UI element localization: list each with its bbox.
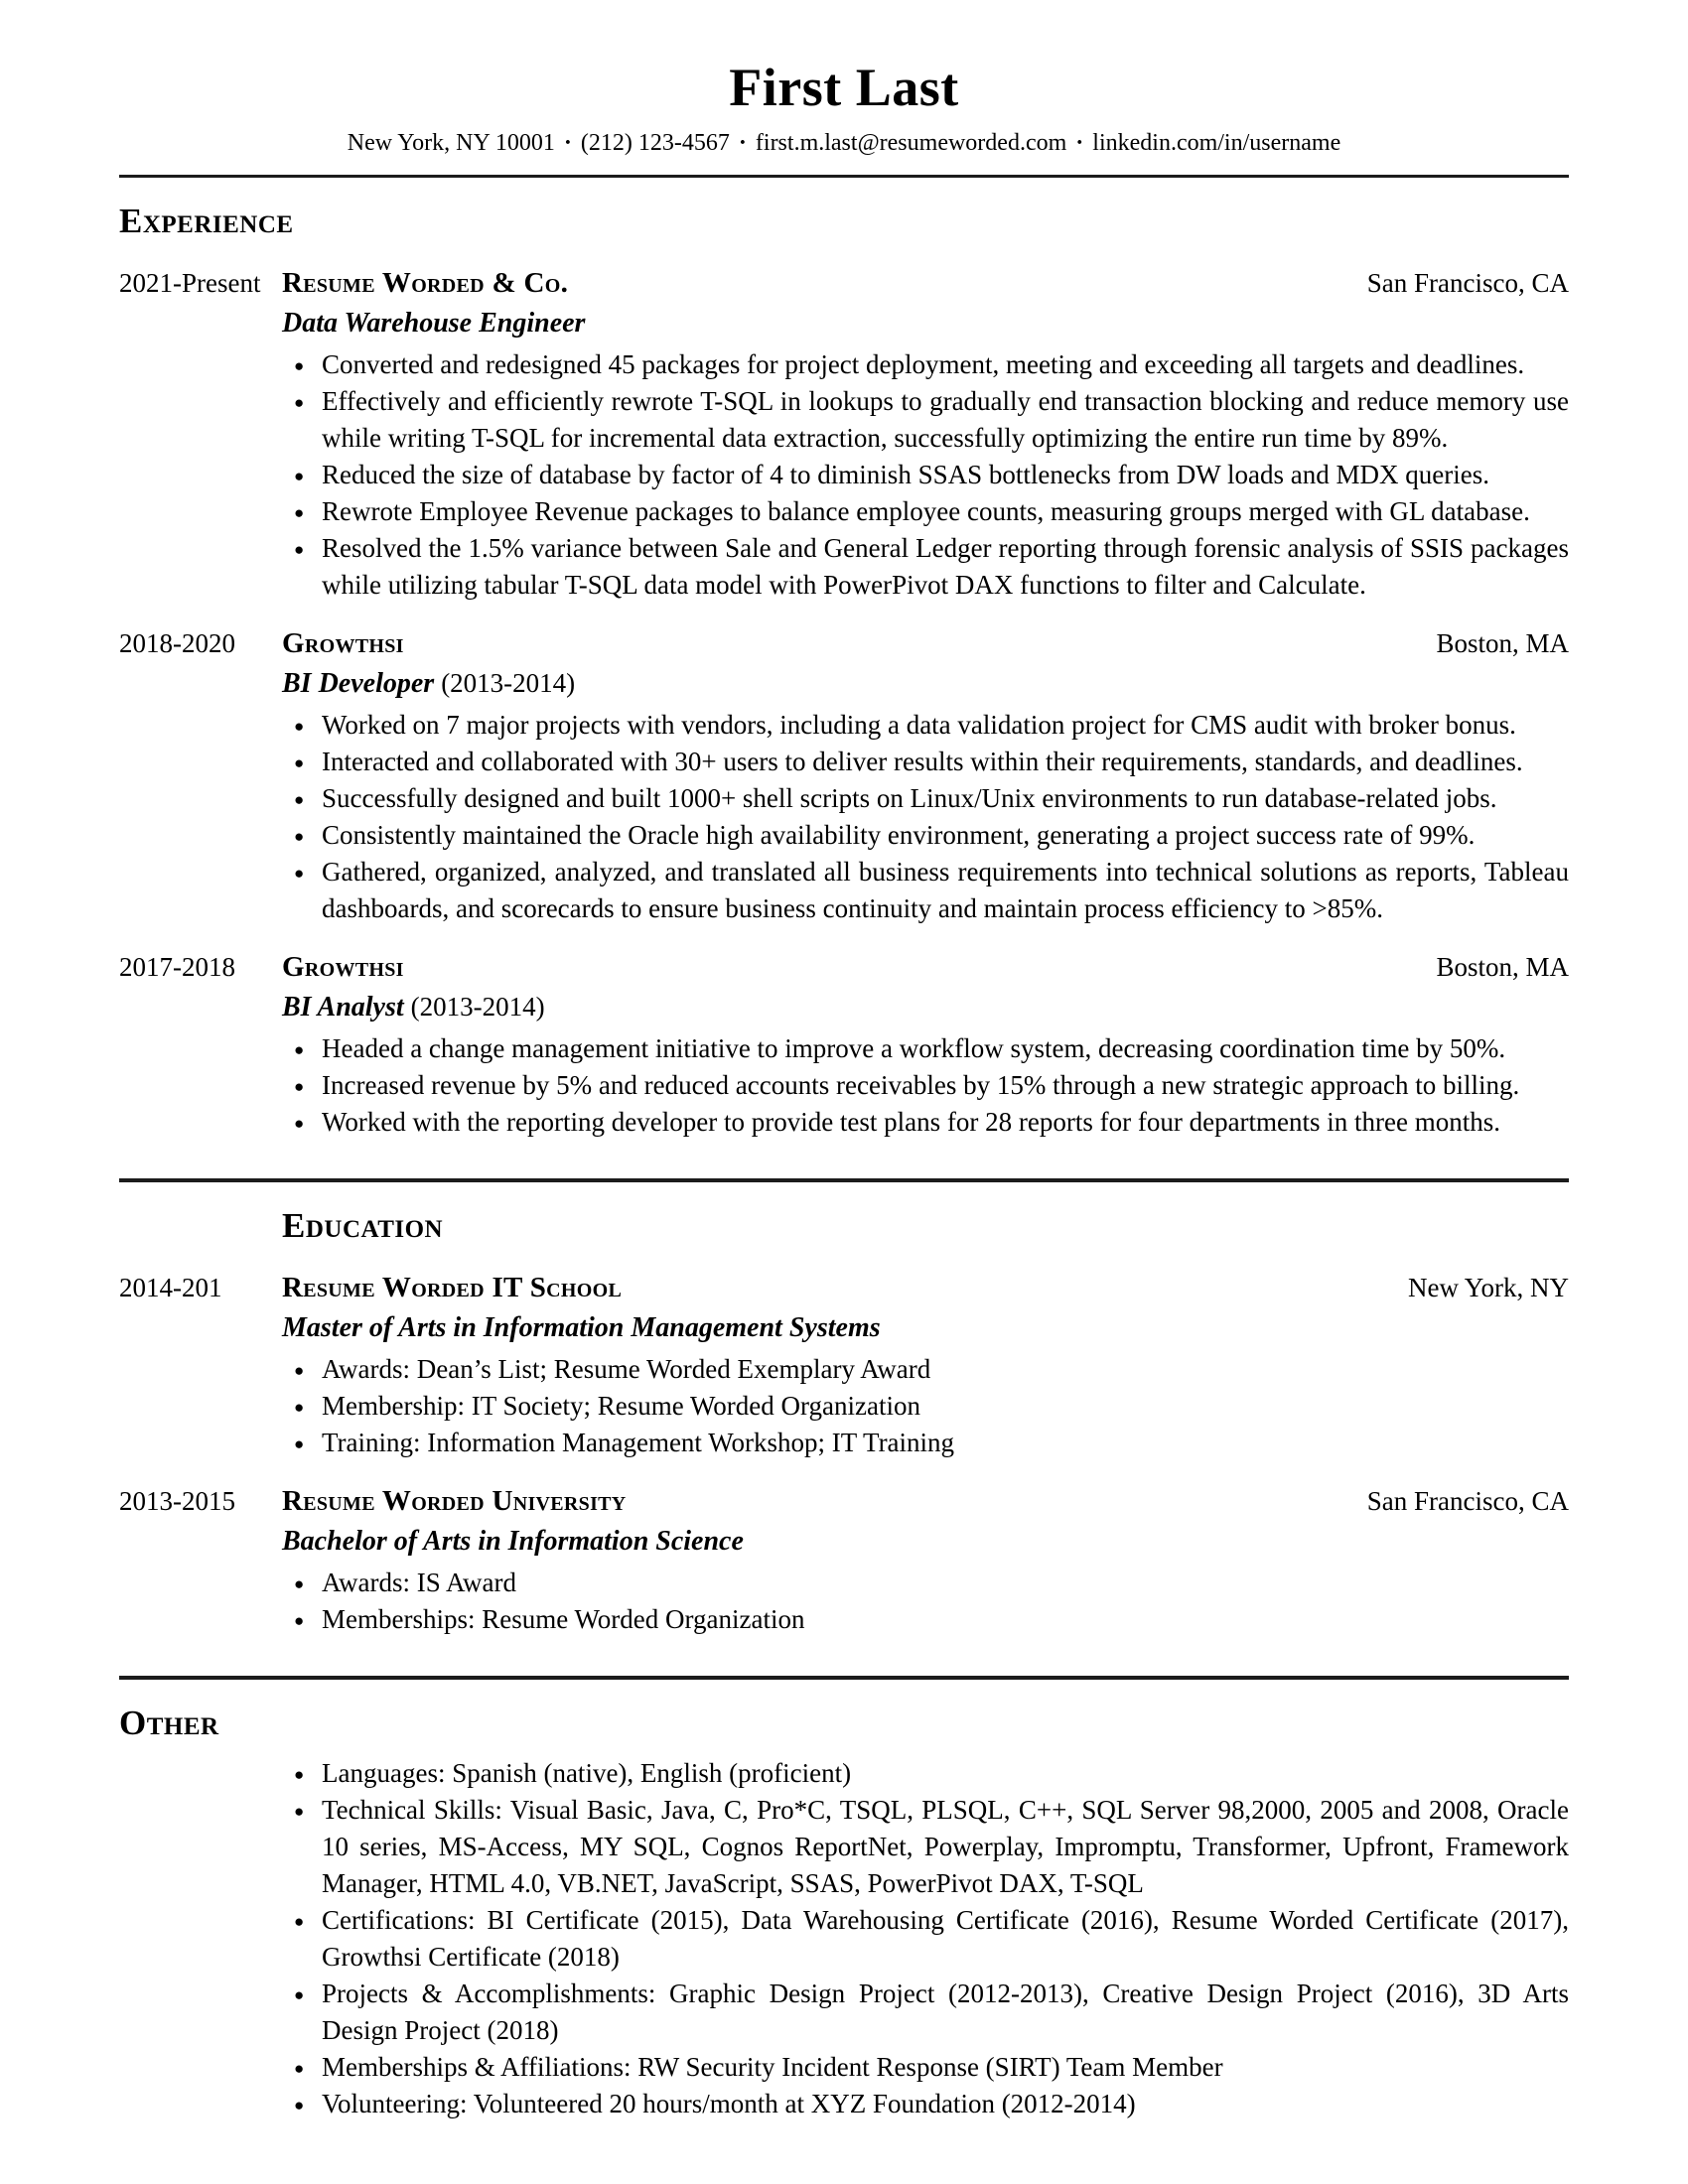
- bullet-item: ● Consistently maintained the Oracle high availability environment, generating a project success rate of 99%.: [282, 817, 1569, 854]
- bullet-list: [282, 1351, 1569, 1461]
- bullet-item: ● Volunteering: Volunteered 20 hours/month at XYZ Foundation (2012-2014): [282, 2086, 1569, 2122]
- contact-email: first.m.last@resumeworded.com: [755, 130, 1067, 156]
- entry-job-title: [282, 305, 1569, 341]
- entry-location: San Francisco, CA: [1366, 268, 1569, 298]
- entry-job-title: [282, 665, 1569, 702]
- bullet-item: ● Certifications: BI Certificate (2015), Data Warehousing Certificate (2016), Resume Worded Certificate (2017), Growthsi Certificate (2018): [282, 1902, 1569, 1976]
- bullet-item: ● Worked on 7 major projects with vendors, including a data validation project for CMS audit with broker bonus.: [282, 707, 1569, 744]
- entry-dates: 2017-2018: [119, 952, 235, 982]
- bullet-item: ● Languages: Spanish (native), English (proficient): [282, 1755, 1569, 1792]
- entry-school: Resume Worded University: [282, 1485, 627, 1517]
- entry-location: Boston, MA: [1436, 952, 1569, 982]
- bullet-item: ● Technical Skills: Visual Basic, Java, C, Pro*C, TSQL, PLSQL, C++, SQL Server 98,2000, 2005 and 2008, Oracle 10 series, MS-Access, MY SQL, Cognos ReportNet, Powerplay, Impromptu, Transformer, Upfront, Framework Manager, HTML 4.0, VB.NET, JavaScript, SSAS, PowerPivot DAX, T-SQL: [282, 1792, 1569, 1902]
- experience-entry: [119, 949, 1569, 1141]
- entry-location: New York, NY: [1407, 1273, 1569, 1302]
- section-divider: [119, 1178, 1569, 1182]
- education-entry: [119, 1483, 1569, 1638]
- bullet-item: ● Interacted and collaborated with 30+ users to deliver results within their requirements, standards, and deadlines.: [282, 744, 1569, 780]
- entry-job-title-text: Data Warehouse Engineer: [282, 308, 586, 339]
- bullet-item: ● Awards: IS Award: [282, 1565, 1569, 1601]
- bullet-item: ● Reduced the size of database by factor of 4 to diminish SSAS bottlenecks from DW loads and MDX queries.: [282, 457, 1569, 493]
- entry-job-title-dates: (2013-2014): [441, 668, 576, 698]
- section-heading-education: Education: [282, 1206, 444, 1245]
- experience-entry: [119, 265, 1569, 604]
- section-divider: [119, 1676, 1569, 1680]
- entry-header: [119, 1270, 1569, 1306]
- bullet-item: ● Converted and redesigned 45 packages for project deployment, meeting and exceeding all targets and deadlines.: [282, 346, 1569, 383]
- entry-job-title: [282, 989, 1569, 1025]
- entry-job-title-text: BI Analyst: [282, 992, 404, 1023]
- entry-dates: 2014-201: [119, 1273, 222, 1302]
- contact-phone: (212) 123-4567: [580, 130, 730, 156]
- bullet-item: ● Rewrote Employee Revenue packages to balance employee counts, measuring groups merged with GL database.: [282, 493, 1569, 530]
- entry-dates: 2018-2020: [119, 628, 235, 658]
- experience-entry: [119, 625, 1569, 927]
- education-entry: [119, 1270, 1569, 1461]
- header-divider: [119, 175, 1569, 178]
- bullet-list: [282, 346, 1569, 604]
- bullet-item: ● Awards: Dean’s List; Resume Worded Exemplary Award: [282, 1351, 1569, 1388]
- entry-header: [119, 265, 1569, 302]
- bullet-item: ● Headed a change management initiative to improve a workflow system, decreasing coordination time by 50%.: [282, 1030, 1569, 1067]
- entry-header: [119, 1483, 1569, 1520]
- bullet-item: ● Training: Information Management Workshop; IT Training: [282, 1425, 1569, 1461]
- contact-linkedin: linkedin.com/in/username: [1092, 130, 1341, 156]
- section-heading-experience: Experience: [119, 202, 294, 240]
- entry-dates: 2013-2015: [119, 1486, 235, 1516]
- bullet-item: ● Memberships: Resume Worded Organization: [282, 1601, 1569, 1638]
- person-name: First Last: [729, 58, 959, 117]
- contact-location: New York, NY 10001: [347, 130, 555, 156]
- entry-dates: 2021-Present: [119, 268, 261, 298]
- bullet-list: [282, 1755, 1569, 2122]
- contact-separator: ·: [738, 130, 747, 156]
- entry-company: Growthsi: [282, 951, 404, 983]
- entry-header: [119, 949, 1569, 986]
- bullet-list: [282, 1030, 1569, 1141]
- bullet-item: ● Effectively and efficiently rewrote T-SQL in lookups to gradually end transaction blocking and reduce memory use while writing T-SQL for incremental data extraction, successfully optimizing the entire run time by 89%.: [282, 383, 1569, 457]
- bullet-item: ● Projects & Accomplishments: Graphic Design Project (2012-2013), Creative Design Project (2016), 3D Arts Design Project (2018): [282, 1976, 1569, 2049]
- entry-school: Resume Worded IT School: [282, 1272, 623, 1303]
- entry-company: Resume Worded & Co.: [282, 267, 569, 299]
- bullet-item: ● Membership: IT Society; Resume Worded Organization: [282, 1388, 1569, 1425]
- bullet-item: ● Successfully designed and built 1000+ shell scripts on Linux/Unix environments to run database-related jobs.: [282, 780, 1569, 817]
- bullet-item: ● Worked with the reporting developer to provide test plans for 28 reports for four departments in three months.: [282, 1104, 1569, 1141]
- bullet-list: [282, 1565, 1569, 1638]
- entry-job-title-text: BI Developer: [282, 668, 435, 699]
- entry-location: San Francisco, CA: [1366, 1486, 1569, 1516]
- section-heading-other: Other: [119, 1704, 219, 1742]
- bullet-item: ● Increased revenue by 5% and reduced accounts receivables by 15% through a new strategic approach to billing.: [282, 1067, 1569, 1104]
- entry-header: [119, 625, 1569, 662]
- bullet-item: ● Resolved the 1.5% variance between Sale and General Ledger reporting through forensic analysis of SSIS packages while utilizing tabular T-SQL data model with PowerPivot DAX functions to filter and Calculate.: [282, 530, 1569, 604]
- entry-degree: Bachelor of Arts in Information Science: [282, 1526, 744, 1557]
- bullet-item: ● Memberships & Affiliations: RW Security Incident Response (SIRT) Team Member: [282, 2049, 1569, 2086]
- contact-line: [119, 127, 1569, 159]
- entry-company: Growthsi: [282, 627, 404, 659]
- entry-job-title-dates: (2013-2014): [410, 992, 545, 1022]
- entry-degree: Master of Arts in Information Management Systems: [282, 1312, 881, 1343]
- entry-location: Boston, MA: [1436, 628, 1569, 658]
- bullet-item: ● Gathered, organized, analyzed, and translated all business requirements into technical solutions as reports, Tableau dashboards, and scorecards to ensure business continuity and maintain process efficiency to >85%.: [282, 854, 1569, 927]
- contact-separator: ·: [1075, 130, 1084, 156]
- contact-separator: ·: [563, 130, 572, 156]
- bullet-list: [282, 707, 1569, 927]
